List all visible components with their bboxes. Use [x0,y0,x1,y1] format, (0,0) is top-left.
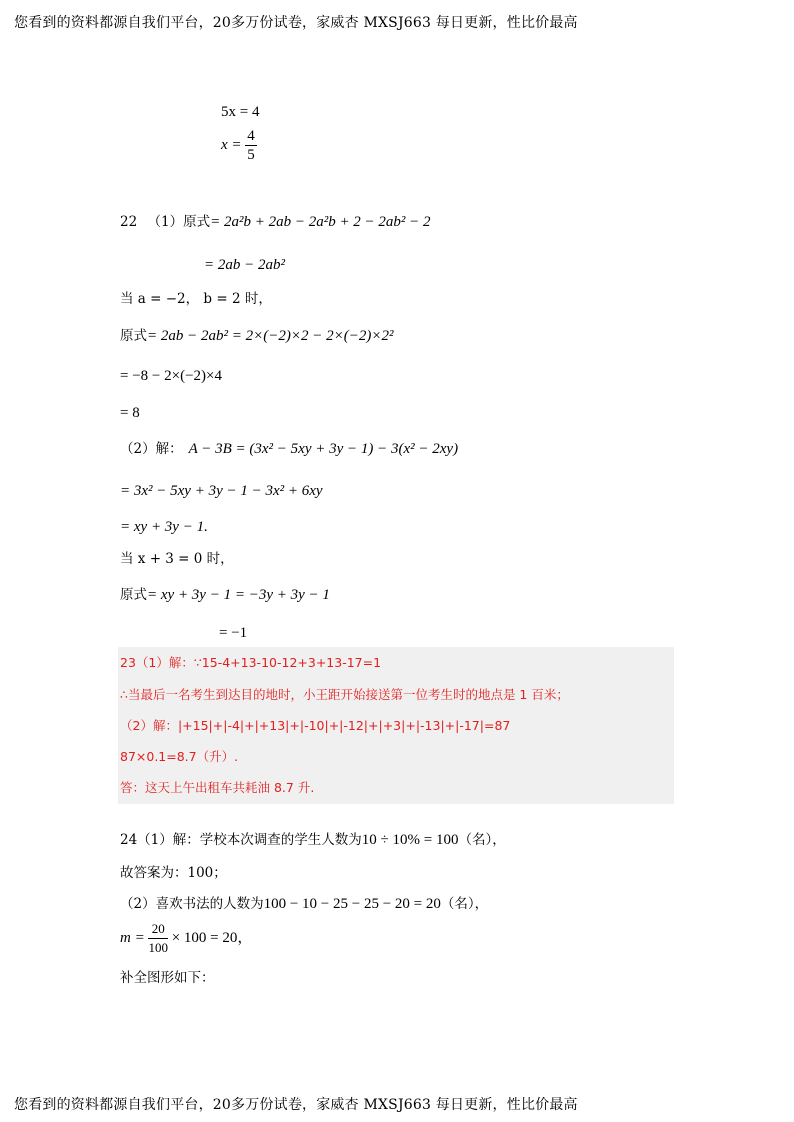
q24-m-denominator: 100 [148,940,168,955]
q24-line3-end: （名）， [440,896,489,912]
q24-line3 [120,895,488,913]
q22-result-2: = −1 [219,625,248,641]
q22-final-label: 原式 [120,587,147,603]
page-header: 您看到的资料都源自我们平台，20多万份试卷，家威杏 MXSJ663 每日更新，性比价最高 [14,15,578,31]
q24-m-fraction [148,921,168,956]
q24-m-label: m = [120,929,145,946]
q24-line2: 故答案为：100； [120,865,227,881]
q22-part2-line [120,440,458,458]
q22-part1-line1 [120,213,431,231]
q22-part2-label: （2）解： [120,441,183,457]
q21-equation [221,103,259,121]
q24-line1-end: （名）， [458,832,506,848]
q22-expr-9: = xy + 3y − 1. [120,519,208,535]
q21-fraction [245,128,257,163]
q22-final-line [120,586,330,604]
q22-expr-5: = −8 − 2×(−2)×4 [120,368,222,384]
q24-line5: 补全图形如下： [120,970,215,986]
q24-line1-text: 24（1）解：学校本次调查的学生人数为 [120,832,362,848]
q21-x-eq: x = [221,136,242,153]
q24-m-line [120,921,252,956]
q22-final-expr: = xy + 3y − 1 = −3y + 3y − 1 [147,587,330,603]
q22-substitution-label: 原式 [120,328,147,344]
q22-expr-2: = 2ab − 2ab² [204,257,285,273]
q22-substitution [120,327,393,345]
q22-result-1: = 8 [120,405,140,421]
q23-line5: 答：这天上午出租车共耗油 8.7 升. [120,780,315,795]
q24-line1 [120,831,506,849]
q24-line3-text: （2）喜欢书法的人数为 [120,896,264,912]
q22-expr-1: = 2a²b + 2ab − 2a²b + 2 − 2ab² − 2 [210,214,431,230]
q22-part2-expr: A − 3B = (3x² − 5xy + 3y − 1) − 3(x² − 2xy) [188,441,459,457]
q21-solution [221,128,257,163]
q23-line1: 23（1）解：∵15-4+13-10-12+3+13-17=1 [120,655,382,670]
q22-substitution-expr: = 2ab − 2ab² = 2×(−2)×2 − 2×(−2)×2² [147,328,394,344]
q23-line3: （2）解：|+15|+|-4|+|+13|+|-10|+|-12|+|+3|+|-13|+|-17|=87 [120,718,511,733]
q24-m-numerator: 20 [148,921,168,939]
q22-number: 22 [120,214,138,230]
q21-fraction-denominator: 5 [247,147,255,163]
q22-condition: 当 a = −2， b = 2 时， [120,291,272,307]
q22-expr-8: = 3x² − 5xy + 3y − 1 − 3x² + 6xy [120,483,323,499]
q22-part1-label: （1）原式 [147,214,211,230]
q24-line3-math: 100 − 10 − 25 − 25 − 20 = 20 [263,896,441,912]
q22-condition-2: 当 x + 3 = 0 时， [120,551,234,567]
q21-line1: 5x = 4 [221,104,260,120]
page-footer: 您看到的资料都源自我们平台，20多万份试卷，家威杏 MXSJ663 每日更新，性比价最高 [14,1097,578,1113]
q24-m-rest: × 100 = 20， [171,929,253,946]
q24-line1-math: 10 ÷ 10% = 100 [361,832,459,848]
q23-line2: ∴当最后一名考生到达目的地时，小王距开始接送第一位考生时的地点是 1 百米； [120,687,569,702]
q23-line4: 87×0.1=8.7（升）. [120,749,239,764]
q21-fraction-numerator: 4 [247,128,255,144]
